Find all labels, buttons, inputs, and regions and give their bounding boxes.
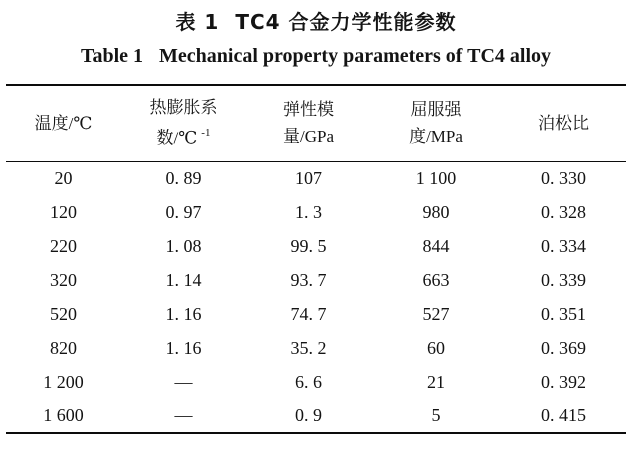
col-header-thermal-expansion: [121, 85, 246, 161]
table-caption-english-label: Table 1: [80, 45, 144, 67]
cell-thermal-expansion: 0. 89: [165, 167, 202, 188]
table-row: [6, 263, 626, 297]
table-row: [6, 229, 626, 263]
table-row: [6, 297, 626, 331]
cell-temperature: 820: [50, 337, 77, 358]
cell-elastic-modulus: 0. 9: [295, 405, 322, 425]
cell-yield-strength: 663: [422, 269, 450, 290]
cell-poisson-ratio: 0. 330: [541, 167, 586, 188]
cell-poisson-ratio: 0. 351: [541, 303, 586, 324]
cell-elastic-modulus: 35. 2: [290, 337, 327, 358]
table-caption-chinese-text: TC4 合金力学性能参数: [235, 10, 457, 34]
table-row: [6, 331, 626, 365]
cell-poisson-ratio: 0. 392: [541, 371, 586, 392]
header-line: 温度/℃: [34, 113, 93, 133]
cell-yield-strength: 21: [427, 371, 445, 392]
header-line: [121, 121, 246, 152]
table-body: [6, 161, 626, 433]
cell-thermal-expansion: 0. 97: [165, 201, 202, 222]
mechanical-properties-table: [6, 84, 626, 434]
cell-temperature: 320: [50, 269, 77, 290]
cell-thermal-expansion: 1. 16: [165, 303, 202, 324]
table-row: [6, 365, 626, 399]
table-row: [6, 195, 626, 229]
cell-temperature: 1 200: [43, 371, 84, 392]
cell-elastic-modulus: 107: [295, 167, 322, 188]
cell-poisson-ratio: 0. 369: [541, 337, 586, 358]
cell-yield-strength: 5: [431, 405, 441, 425]
header-line: 度/MPa: [409, 127, 463, 147]
cell-poisson-ratio: 0. 339: [541, 269, 586, 290]
cell-poisson-ratio: 0. 328: [541, 201, 586, 222]
cell-yield-strength: 844: [422, 235, 450, 256]
table-row: [6, 399, 626, 433]
col-header-elastic-modulus: [246, 85, 371, 161]
header-unit: 数/℃: [156, 129, 198, 149]
cell-elastic-modulus: 1. 3: [295, 201, 322, 222]
cell-temperature: 520: [50, 303, 77, 324]
header-line: 弹性模: [283, 100, 334, 120]
cell-temperature: 20: [54, 167, 73, 188]
header-row: [6, 85, 626, 161]
cell-temperature: 220: [50, 235, 77, 256]
table-header: [6, 85, 626, 161]
cell-thermal-expansion: —: [174, 405, 193, 425]
cell-elastic-modulus: 74. 7: [290, 303, 327, 324]
cell-yield-strength: 980: [422, 201, 450, 222]
cell-poisson-ratio: 0. 334: [541, 235, 586, 256]
table-caption-english-text: Mechanical property parameters of TC4 alloy: [159, 45, 552, 67]
header-line: 热膨胀系: [149, 98, 218, 118]
cell-yield-strength: 1 100: [415, 167, 457, 188]
header-line: 量/GPa: [283, 127, 334, 147]
table-caption-english: [0, 41, 632, 71]
col-header-poisson-ratio: [501, 85, 626, 161]
table-caption-chinese-label: 表 1: [175, 10, 220, 34]
cell-elastic-modulus: 99. 5: [290, 235, 327, 256]
cell-yield-strength: 60: [427, 337, 445, 358]
cell-thermal-expansion: 1. 16: [165, 337, 202, 358]
cell-elastic-modulus: 6. 6: [295, 371, 322, 392]
cell-temperature: 1 600: [43, 405, 84, 425]
col-header-yield-strength: [371, 85, 501, 161]
cell-thermal-expansion: —: [174, 371, 193, 392]
table-row: [6, 161, 626, 195]
header-line: 泊松比: [538, 113, 589, 133]
cell-thermal-expansion: 1. 14: [165, 269, 202, 290]
header-line: 屈服强: [410, 100, 462, 120]
table-caption-chinese: [0, 7, 632, 37]
cell-temperature: 120: [50, 201, 77, 222]
cell-yield-strength: 527: [422, 303, 450, 324]
cell-poisson-ratio: 0. 415: [541, 405, 586, 425]
superscript-exponent: -1: [201, 127, 211, 140]
col-header-temperature: [6, 85, 121, 161]
cell-thermal-expansion: 1. 08: [165, 235, 202, 256]
cell-elastic-modulus: 93. 7: [290, 269, 327, 290]
